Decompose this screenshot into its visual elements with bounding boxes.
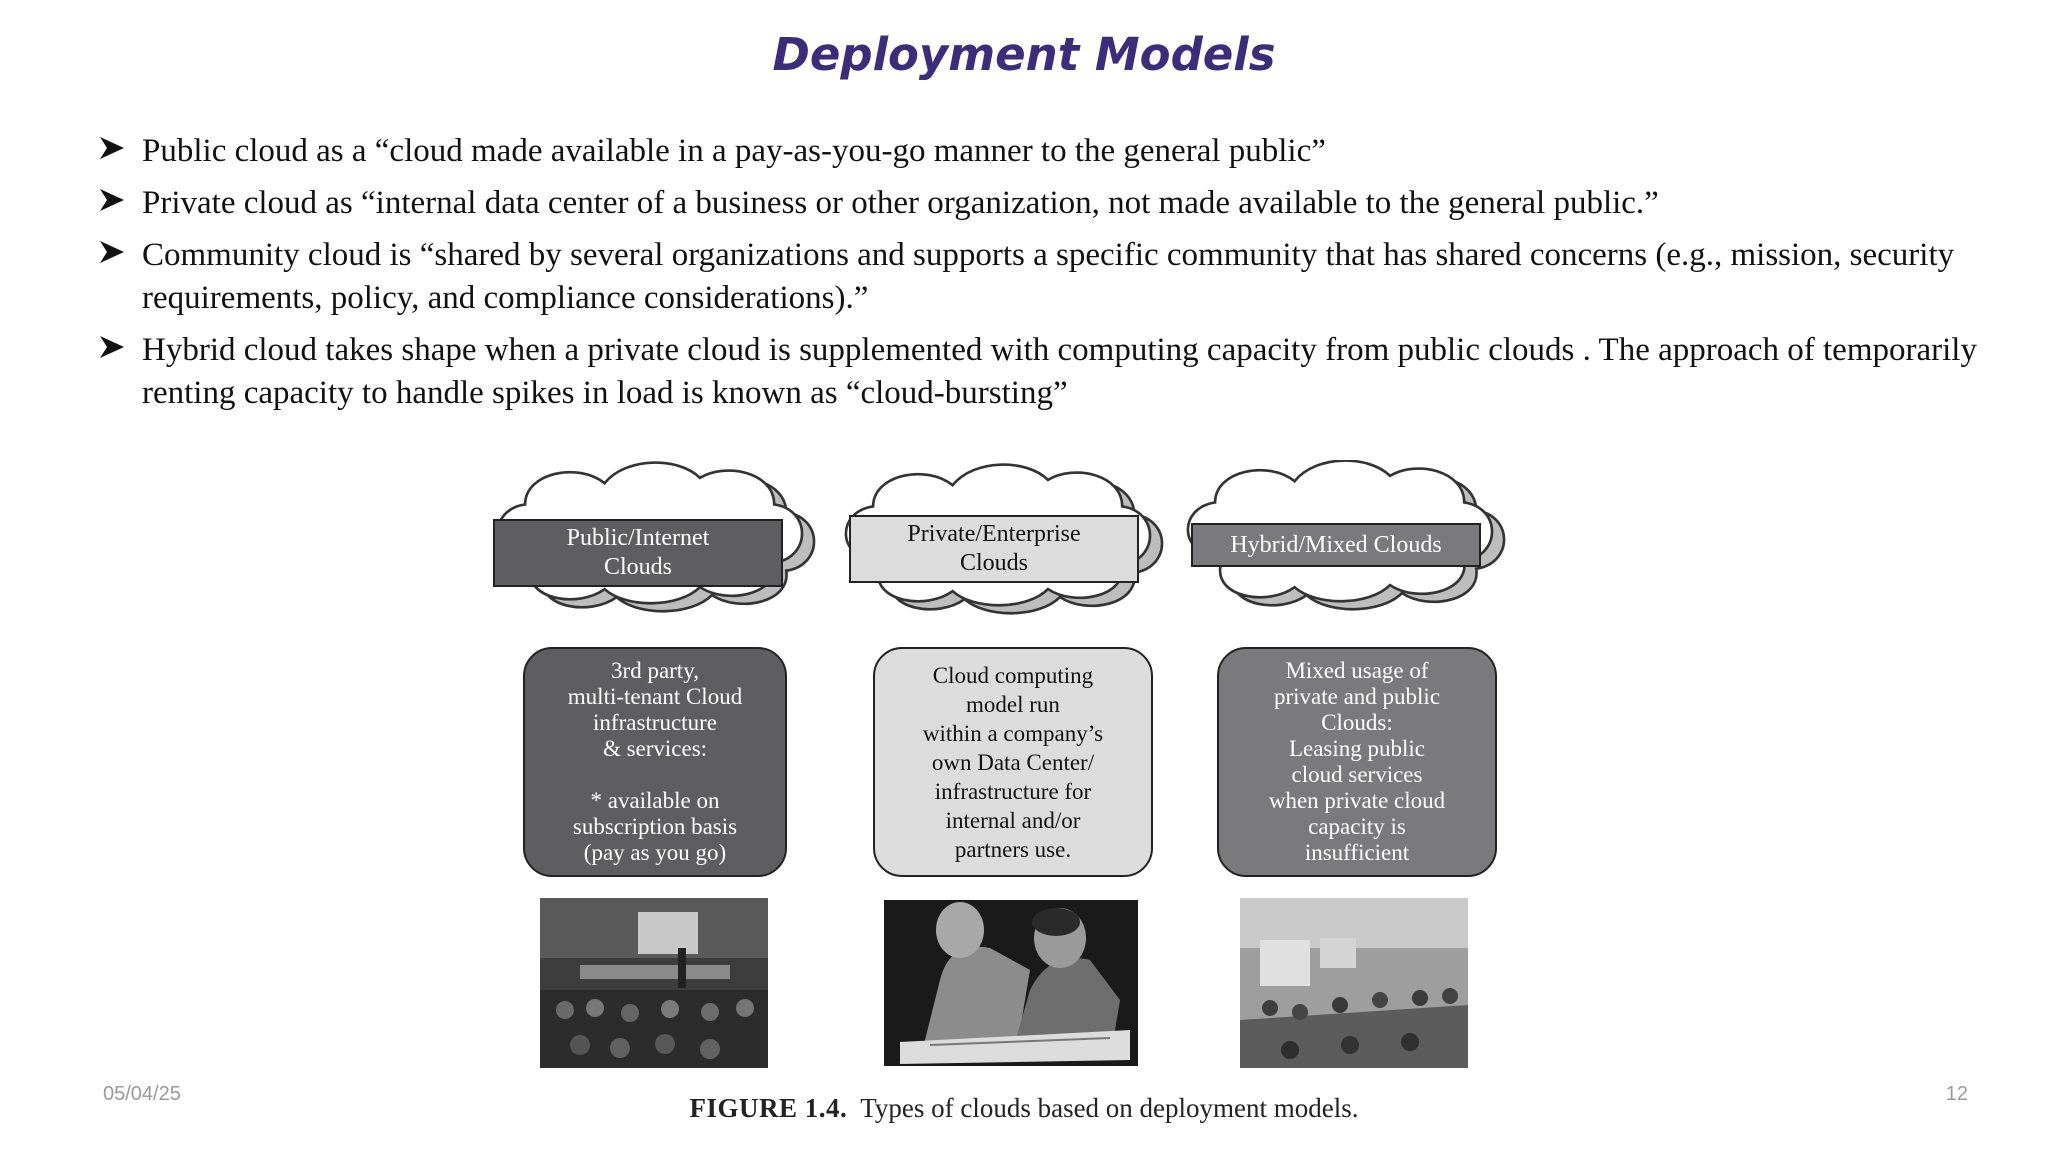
public-description-text: 3rd party, multi-tenant Cloud infrastructure & services: * available on subscription basis (pay as you go) <box>567 658 743 865</box>
arrowhead-icon <box>98 130 126 170</box>
footer-date: 05/04/25 <box>103 1083 181 1105</box>
figure-caption-text: Types of clouds based on deployment models. <box>860 1093 1359 1123</box>
public-cloud-label: Public/Internet Clouds <box>566 525 710 580</box>
private-description-text: Cloud computing model run within a company’s own Data Center/ infrastructure for internal and/or partners use. <box>922 662 1104 862</box>
figure-caption <box>0 1093 2048 1124</box>
hybrid-description-text: Mixed usage of private and public Clouds: Leasing public cloud services when private cloud capacity is insufficient <box>1268 658 1446 865</box>
bullet-text: Community cloud is “shared by several organizations and supports a specific community that has shared concerns (e.g., mission, security requirements, policy, and compliance considerations).” <box>142 237 1955 316</box>
figure-caption-label: FIGURE 1.4. <box>689 1093 848 1123</box>
arrowhead-icon <box>98 329 126 369</box>
bullet-item <box>98 234 1998 320</box>
conference-hall-photo <box>540 898 768 1068</box>
deployment-models-figure <box>470 460 1570 1080</box>
bullet-item <box>98 130 1998 173</box>
hybrid-cloud-label: Hybrid/Mixed Clouds <box>1230 531 1442 558</box>
arrowhead-icon <box>98 182 126 222</box>
bullet-text: Public cloud as a “cloud made available in a pay-as-you-go manner to the general public” <box>142 133 1326 169</box>
bullet-text: Hybrid cloud takes shape when a private cloud is supplemented with computing capacity from public clouds . The approach of temporarily renting capacity to handle spikes in load is known as “cloud-bursting” <box>142 332 1977 411</box>
colleagues-photo <box>884 900 1138 1066</box>
arrowhead-icon <box>98 234 126 274</box>
slide-title: Deployment Models <box>772 28 1276 81</box>
bullet-list <box>98 130 1998 424</box>
bullet-item <box>98 182 1998 225</box>
bullet-text: Private cloud as “internal data center of a business or other organization, not made available to the general public.” <box>142 185 1659 221</box>
private-cloud-label: Private/Enterprise Clouds <box>907 521 1081 576</box>
page-number: 12 <box>1945 1083 1968 1105</box>
meeting-room-photo <box>1240 898 1468 1068</box>
bullet-item <box>98 329 1998 415</box>
